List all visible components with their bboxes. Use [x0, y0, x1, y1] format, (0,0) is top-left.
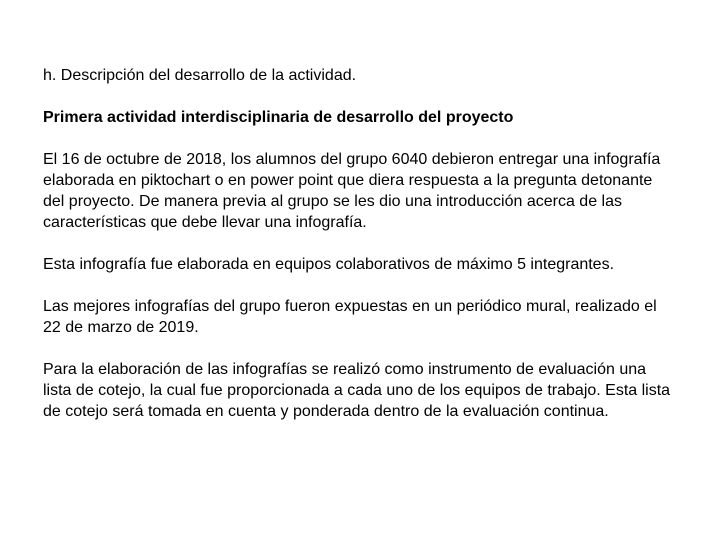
text-body	[43, 65, 673, 422]
activity-subheading: Primera actividad interdisciplinaria de desarrollo del proyecto	[43, 109, 514, 126]
paragraph-evaluation: Para la elaboración de las infografías se realizó como instrumento de evaluación una lista de cotejo, la cual fue proporcionada a cada uno de los equipos de trabajo. Esta lista de cotejo será tomada en cuenta y ponderada dentro de la evaluación continua.	[43, 361, 671, 420]
paragraph-mural: Las mejores infografías del grupo fueron expuestas en un periódico mural, realizado el 22 de marzo de 2019.	[43, 298, 657, 336]
paragraph-delivery: El 16 de octubre de 2018, los alumnos del grupo 6040 debieron entregar una infografía elaborada en piktochart o en power point que diera respuesta a la pregunta detonante del proyecto. De manera previa al grupo se les dio una introducción acerca de las características que debe llevar una infografía.	[43, 151, 661, 231]
section-heading: h. Descripción del desarrollo de la actividad.	[43, 67, 357, 84]
paragraph-teams: Esta infografía fue elaborada en equipos colaborativos de máximo 5 integrantes.	[43, 256, 615, 273]
